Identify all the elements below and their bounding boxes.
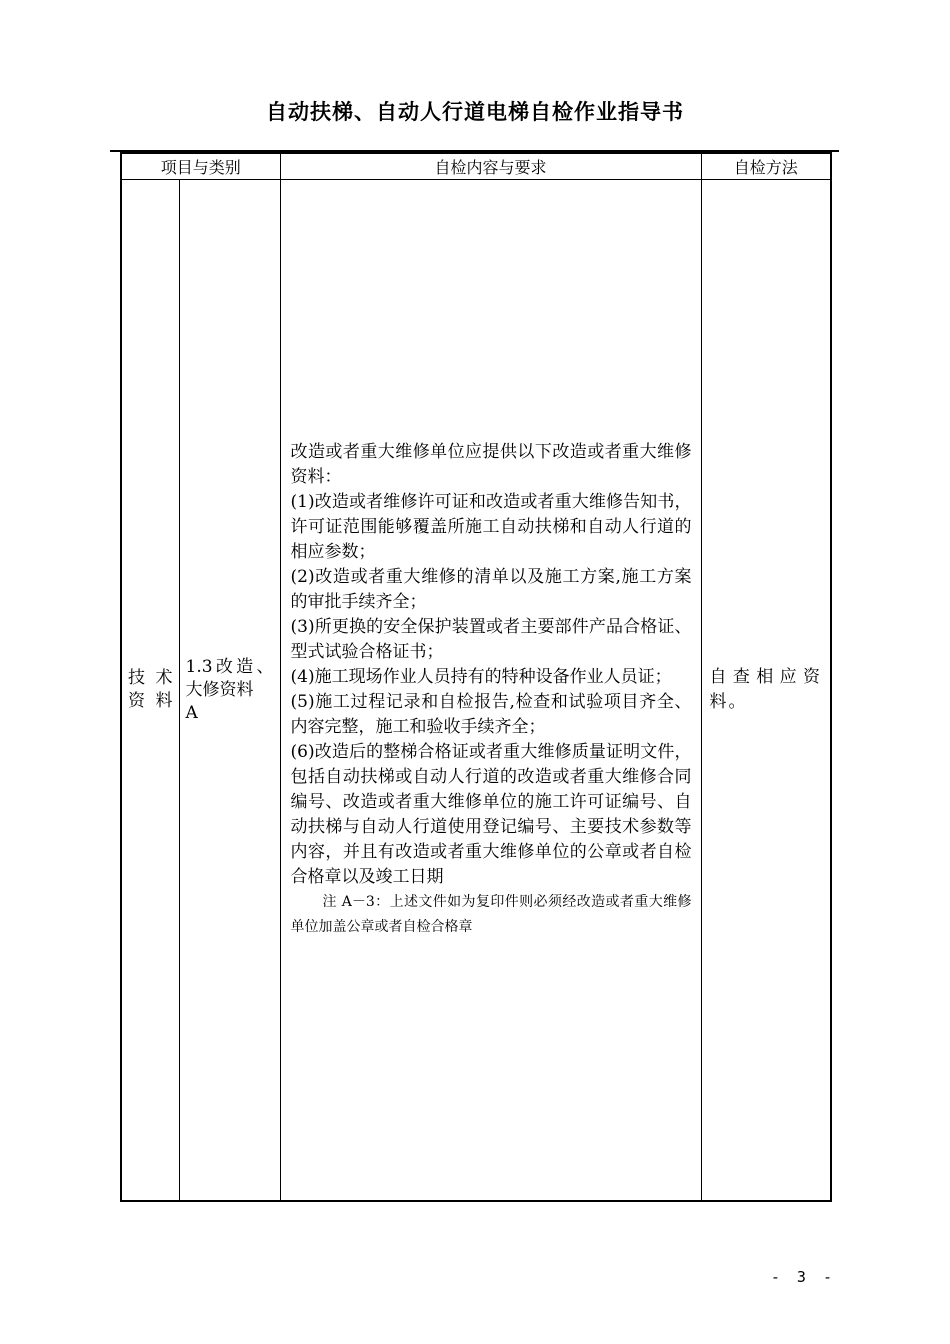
document-title: 自动扶梯、自动人行道电梯自检作业指导书 — [266, 100, 684, 124]
content-note: 注 A－3：上述文件如为复印件则必须经改造或者重大维修单位加盖公章或者自检合格章 — [290, 894, 692, 935]
method-cell: 自查相应资料。 — [701, 180, 831, 1202]
content-item-2: (2)改造或者重大维修的清单以及施工方案,施工方案的审批手续齐全； — [290, 567, 692, 612]
content-item-1: (1)改造或者维修许可证和改造或者重大维修告知书，许可证范围能够覆盖所施工自动扶梯和自动人行道的相应参数； — [290, 492, 692, 562]
subcategory-cell — [179, 180, 280, 1202]
inspection-table — [120, 152, 832, 1202]
header-content: 自检内容与要求 — [280, 153, 701, 180]
content-text — [291, 440, 692, 890]
content-intro: 改造或者重大维修单位应提供以下改造或者重大维修资料： — [290, 442, 692, 487]
subcategory-label: 1.3改造、大修资料 — [185, 656, 274, 700]
page-number: - 3 - — [770, 1268, 836, 1286]
content-item-3: (3)所更换的安全保护装置或者主要部件产品合格证、型式试验合格证书； — [290, 617, 692, 662]
content-cell — [280, 180, 701, 1202]
content-item-6: (6)改造后的整梯合格证或者重大维修质量证明文件，包括自动扶梯或自动人行道的改造或者重大维修合同编号、改造或者重大维修单位的施工许可证编号、自动扶梯与自动人行道使用登记编号、主要技术参数等内容，并且有改造或者重大维修单位的公章或者自检合格章以及竣工日期 — [290, 742, 692, 887]
category-cell: 技术资料 — [121, 180, 179, 1202]
table-header-row — [121, 153, 831, 180]
header-method: 自检方法 — [701, 153, 831, 180]
subcategory-level: A — [185, 702, 198, 723]
content-item-4: (4)施工现场作业人员持有的特种设备作业人员证； — [290, 667, 672, 687]
table-row — [121, 180, 831, 1202]
content-item-5: (5)施工过程记录和自检报告,检查和试验项目齐全、内容完整，施工和验收手续齐全； — [290, 692, 692, 737]
header-category: 项目与类别 — [121, 153, 280, 180]
